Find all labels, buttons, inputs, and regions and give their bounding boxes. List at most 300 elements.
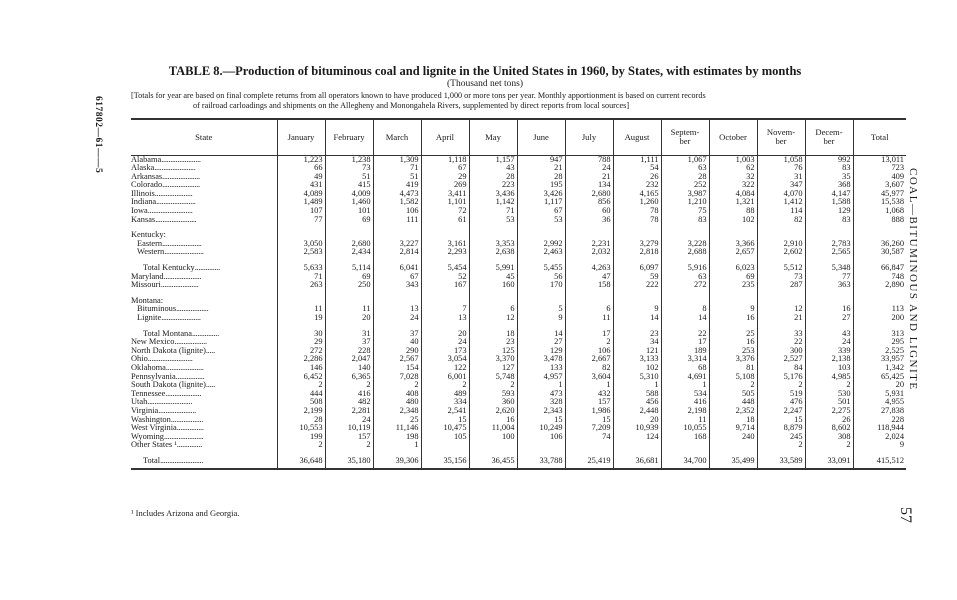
state-label	[131, 264, 277, 273]
value-cell: 250	[325, 281, 373, 290]
value-cell: 6	[565, 305, 613, 314]
value-cell: 4,070	[757, 190, 805, 199]
value-cell: 269	[421, 181, 469, 190]
value-cell: 63	[661, 164, 709, 173]
value-cell: 3,987	[661, 190, 709, 199]
leader-dots: .......................	[155, 215, 197, 224]
value-cell: 1	[661, 381, 709, 390]
value-cell: 1	[517, 381, 565, 390]
value-cell: 856	[565, 198, 613, 207]
value-cell: 29	[277, 338, 325, 347]
value-cell: 1	[613, 381, 661, 390]
value-cell: 2,657	[709, 248, 757, 257]
state-label	[131, 398, 277, 407]
value-cell: 15,538	[853, 198, 906, 207]
value-cell: 10,249	[517, 424, 565, 433]
spacer-cell	[565, 224, 613, 231]
value-cell: 1,412	[757, 198, 805, 207]
value-cell: 10,553	[277, 424, 325, 433]
value-cell: 83	[805, 164, 853, 173]
state-label	[131, 155, 277, 164]
value-cell: 2	[421, 381, 469, 390]
value-cell: 5,348	[805, 264, 853, 273]
value-cell: 32	[709, 173, 757, 182]
value-cell: 723	[853, 164, 906, 173]
table-row	[131, 457, 906, 469]
page-number: 57	[897, 507, 914, 523]
value-cell: 106	[517, 433, 565, 442]
value-cell: 2	[757, 441, 805, 450]
value-cell: 3,227	[373, 240, 421, 249]
table-row	[131, 355, 906, 364]
table-row	[131, 364, 906, 373]
spacer-cell	[373, 257, 421, 264]
value-cell: 4,084	[709, 190, 757, 199]
value-cell: 73	[757, 273, 805, 282]
leader-dots: ................	[175, 372, 205, 381]
spacer-cell	[517, 323, 565, 330]
value-cell: 339	[805, 347, 853, 356]
value-cell: 33	[757, 330, 805, 339]
value-cell: 2	[325, 441, 373, 450]
value-cell: 71	[469, 207, 517, 216]
spacer-cell	[131, 224, 277, 231]
value-cell	[565, 297, 613, 306]
value-cell: 252	[661, 181, 709, 190]
value-cell: 27	[805, 314, 853, 323]
state-label	[131, 248, 277, 257]
table-row	[131, 155, 906, 164]
leader-dots: .....................	[158, 406, 196, 415]
state-label-text: Indiana	[131, 198, 157, 207]
spacer-cell	[805, 257, 853, 264]
value-cell: 39,306	[373, 457, 421, 469]
value-cell: 102	[613, 364, 661, 373]
value-cell: 36,648	[277, 457, 325, 469]
value-cell: 2,818	[613, 248, 661, 257]
value-cell: 4,473	[373, 190, 421, 199]
value-cell: 33,788	[517, 457, 565, 469]
value-cell: 2,352	[709, 407, 757, 416]
spacer-cell	[421, 224, 469, 231]
value-cell: 444	[277, 390, 325, 399]
value-cell: 2,275	[805, 407, 853, 416]
value-cell: 25	[373, 416, 421, 425]
value-cell: 1,111	[613, 155, 661, 164]
leader-dots: ......................	[162, 239, 202, 248]
spacer-cell	[613, 257, 661, 264]
state-label	[131, 181, 277, 190]
value-cell: 21	[565, 173, 613, 182]
value-cell: 5,455	[517, 264, 565, 273]
value-cell: 52	[421, 273, 469, 282]
value-cell: 71	[277, 273, 325, 282]
spacer-cell	[709, 257, 757, 264]
value-cell: 30	[277, 330, 325, 339]
value-cell: 2,231	[565, 240, 613, 249]
value-cell: 473	[517, 390, 565, 399]
state-label-text: Kansas	[131, 215, 156, 224]
value-cell: 8	[661, 305, 709, 314]
state-label-text: Western	[137, 248, 165, 257]
value-cell: 20	[853, 381, 906, 390]
value-cell: 5,916	[661, 264, 709, 273]
table-note	[131, 91, 886, 110]
table-row	[131, 305, 906, 314]
value-cell	[469, 231, 517, 240]
value-cell: 228	[853, 416, 906, 425]
column-header: May	[469, 119, 517, 155]
state-label-text: Lignite	[137, 314, 162, 322]
value-cell: 200	[853, 314, 906, 323]
spacer-cell	[661, 323, 709, 330]
value-cell: 195	[517, 181, 565, 190]
spacer-cell	[565, 323, 613, 330]
value-cell: 1,067	[661, 155, 709, 164]
value-cell: 7	[421, 305, 469, 314]
value-cell: 1,058	[757, 155, 805, 164]
value-cell: 272	[277, 347, 325, 356]
table-row	[131, 190, 906, 199]
value-cell: 588	[613, 390, 661, 399]
value-cell: 347	[757, 181, 805, 190]
value-cell: 2	[805, 381, 853, 390]
value-cell: 106	[565, 347, 613, 356]
value-cell: 28	[661, 173, 709, 182]
value-cell: 2	[757, 381, 805, 390]
column-header: July	[565, 119, 613, 155]
value-cell: 25,419	[565, 457, 613, 469]
spacer-cell	[709, 224, 757, 231]
table-row	[131, 207, 906, 216]
value-cell: 20	[613, 416, 661, 425]
state-label-text: Iowa	[131, 207, 148, 216]
state-label	[131, 216, 277, 225]
value-cell: 21	[517, 164, 565, 173]
table-row	[131, 330, 906, 339]
value-cell: 129	[517, 347, 565, 356]
value-cell: 2,138	[805, 355, 853, 364]
value-cell: 18	[469, 330, 517, 339]
spacer-cell	[421, 257, 469, 264]
spacer-cell	[469, 450, 517, 457]
value-cell: 222	[613, 281, 661, 290]
table-row	[131, 264, 906, 273]
spacer-cell	[277, 450, 325, 457]
value-cell: 2	[565, 338, 613, 347]
value-cell: 33,091	[805, 457, 853, 469]
value-cell: 2,992	[517, 240, 565, 249]
value-cell: 19	[277, 314, 325, 323]
value-cell: 593	[469, 390, 517, 399]
state-label	[131, 433, 277, 442]
state-label	[131, 338, 277, 347]
value-cell: 24	[565, 164, 613, 173]
value-cell: 5,748	[469, 373, 517, 382]
value-cell: 4,009	[325, 190, 373, 199]
value-cell: 49	[277, 173, 325, 182]
value-cell: 4,985	[805, 373, 853, 382]
value-cell: 24	[421, 338, 469, 347]
row-spacer	[131, 257, 906, 264]
value-cell: 456	[613, 398, 661, 407]
value-cell	[805, 231, 853, 240]
value-cell: 1	[373, 441, 421, 450]
value-cell: 416	[661, 398, 709, 407]
value-cell: 2	[277, 381, 325, 390]
value-cell	[661, 441, 709, 450]
value-cell: 3,050	[277, 240, 325, 249]
value-cell: 1,118	[421, 155, 469, 164]
spacer-cell	[757, 323, 805, 330]
value-cell: 290	[373, 347, 421, 356]
value-cell: 72	[421, 207, 469, 216]
spacer-cell	[613, 290, 661, 297]
value-cell: 16	[709, 314, 757, 323]
value-cell: 74	[565, 433, 613, 442]
spacer-cell	[805, 224, 853, 231]
value-cell: 508	[277, 398, 325, 407]
value-cell: 328	[517, 398, 565, 407]
value-cell: 56	[517, 273, 565, 282]
column-header: Septem- ber	[661, 119, 709, 155]
value-cell: 113	[853, 305, 906, 314]
value-cell: 343	[373, 281, 421, 290]
value-cell: 6,023	[709, 264, 757, 273]
state-label	[131, 424, 277, 433]
leader-dots: .........................	[147, 398, 193, 407]
spacer-cell	[373, 450, 421, 457]
value-cell	[565, 441, 613, 450]
value-cell: 2	[277, 441, 325, 450]
value-cell: 34	[613, 338, 661, 347]
value-cell: 6,001	[421, 373, 469, 382]
value-cell: 2,281	[325, 407, 373, 416]
leader-dots: ......................	[164, 248, 204, 257]
value-cell: 36,455	[469, 457, 517, 469]
value-cell: 2,247	[757, 407, 805, 416]
spacer-cell	[131, 323, 277, 330]
value-cell: 788	[565, 155, 613, 164]
state-label	[131, 281, 277, 290]
value-cell: 5,931	[853, 390, 906, 399]
value-cell: 54	[613, 164, 661, 173]
state-label-text: Maryland	[131, 272, 164, 281]
value-cell: 5,108	[709, 373, 757, 382]
table-row	[131, 338, 906, 347]
value-cell: 77	[805, 273, 853, 282]
value-cell: 1,309	[373, 155, 421, 164]
spacer-cell	[469, 257, 517, 264]
value-cell: 16	[709, 338, 757, 347]
value-cell: 3,478	[517, 355, 565, 364]
value-cell: 34,700	[661, 457, 709, 469]
value-cell: 22	[757, 338, 805, 347]
spacer-cell	[661, 290, 709, 297]
value-cell: 2,024	[853, 433, 906, 442]
value-cell: 129	[805, 207, 853, 216]
value-cell: 65,425	[853, 373, 906, 382]
value-cell: 2,348	[373, 407, 421, 416]
value-cell: 27,838	[853, 407, 906, 416]
value-cell: 4,147	[805, 190, 853, 199]
value-cell: 83	[805, 216, 853, 225]
state-label	[131, 207, 277, 216]
spacer-cell	[853, 450, 906, 457]
value-cell: 2,565	[805, 248, 853, 257]
value-cell	[517, 297, 565, 306]
value-cell: 1,321	[709, 198, 757, 207]
value-cell: 75	[661, 207, 709, 216]
value-cell: 1,588	[805, 198, 853, 207]
value-cell: 12	[469, 314, 517, 323]
table-row	[131, 198, 906, 207]
value-cell: 51	[373, 173, 421, 182]
value-cell	[661, 231, 709, 240]
value-cell: 66,847	[853, 264, 906, 273]
value-cell: 157	[325, 433, 373, 442]
value-cell: 31	[757, 173, 805, 182]
state-label-text: Total	[143, 456, 161, 465]
spacer-cell	[613, 224, 661, 231]
value-cell: 482	[325, 398, 373, 407]
table-row	[131, 248, 906, 257]
value-cell: 2,198	[661, 407, 709, 416]
value-cell: 28	[277, 416, 325, 425]
value-cell	[661, 297, 709, 306]
spacer-cell	[757, 224, 805, 231]
value-cell: 2,541	[421, 407, 469, 416]
leader-dots: .........................	[147, 355, 193, 364]
row-spacer	[131, 323, 906, 330]
leader-dots: ......................	[156, 198, 196, 207]
state-label-text: Utah	[131, 398, 148, 407]
value-cell: 947	[517, 155, 565, 164]
value-cell: 37	[373, 330, 421, 339]
value-cell: 431	[277, 181, 325, 190]
value-cell: 9	[853, 441, 906, 450]
value-cell: 125	[469, 347, 517, 356]
value-cell: 501	[805, 398, 853, 407]
value-cell: 173	[421, 347, 469, 356]
value-cell: 10,939	[613, 424, 661, 433]
value-cell: 368	[805, 181, 853, 190]
spacer-cell	[661, 450, 709, 457]
spacer-cell	[325, 450, 373, 457]
value-cell: 24	[373, 314, 421, 323]
value-cell: 4,691	[661, 373, 709, 382]
leader-dots: ....................	[165, 389, 202, 398]
leader-dots: .....................	[162, 181, 200, 190]
value-cell: 313	[853, 330, 906, 339]
table-row	[131, 433, 906, 442]
state-label	[131, 364, 277, 373]
row-spacer	[131, 224, 906, 231]
value-cell: 14	[517, 330, 565, 339]
value-cell: 37	[325, 338, 373, 347]
value-cell: 198	[373, 433, 421, 442]
leader-dots: .......................	[154, 164, 196, 173]
value-cell: 240	[709, 433, 757, 442]
value-cell: 71	[373, 164, 421, 173]
value-cell: 9	[613, 305, 661, 314]
value-cell: 419	[373, 181, 421, 190]
value-cell	[709, 231, 757, 240]
value-cell: 13,011	[853, 155, 906, 164]
value-cell: 27	[517, 338, 565, 347]
value-cell: 45	[469, 273, 517, 282]
state-label-text: Colorado	[131, 181, 163, 190]
value-cell: 9	[709, 305, 757, 314]
value-cell: 416	[325, 390, 373, 399]
value-cell: 300	[757, 347, 805, 356]
value-cell: 5,512	[757, 264, 805, 273]
value-cell: 2,047	[325, 355, 373, 364]
table-subtitle: (Thousand net tons)	[447, 79, 523, 89]
state-label-text: Montana:	[131, 296, 164, 305]
spacer-cell	[421, 323, 469, 330]
value-cell: 26	[613, 173, 661, 182]
table-body	[131, 155, 906, 469]
value-cell: 14	[613, 314, 661, 323]
spacer-cell	[757, 257, 805, 264]
value-cell: 5,454	[421, 264, 469, 273]
value-cell: 2	[325, 381, 373, 390]
value-cell: 223	[469, 181, 517, 190]
value-cell: 6,097	[613, 264, 661, 273]
value-cell: 3,376	[709, 355, 757, 364]
value-cell: 1,101	[421, 198, 469, 207]
value-cell: 23	[469, 338, 517, 347]
state-label-text: Pennsylvania	[131, 372, 176, 381]
value-cell: 2,602	[757, 248, 805, 257]
state-label	[131, 198, 277, 207]
spacer-cell	[709, 323, 757, 330]
value-cell: 11,146	[373, 424, 421, 433]
table-header-row	[131, 119, 906, 155]
leader-dots: ..................	[174, 338, 207, 347]
state-label-text: North Dakota (lignite)	[131, 346, 206, 355]
value-cell: 199	[277, 433, 325, 442]
value-cell	[805, 297, 853, 306]
spacer-cell	[565, 290, 613, 297]
value-cell: 2	[805, 441, 853, 450]
value-cell: 2,680	[565, 190, 613, 199]
value-cell: 415,512	[853, 457, 906, 469]
row-spacer	[131, 450, 906, 457]
value-cell: 78	[613, 216, 661, 225]
value-cell: 3,279	[613, 240, 661, 249]
value-cell: 35,180	[325, 457, 373, 469]
value-cell: 888	[853, 216, 906, 225]
value-cell: 1,142	[469, 198, 517, 207]
value-cell: 235	[709, 281, 757, 290]
value-cell: 5,991	[469, 264, 517, 273]
column-header: March	[373, 119, 421, 155]
spacer-cell	[373, 290, 421, 297]
value-cell: 81	[709, 364, 757, 373]
value-cell: 3,353	[469, 240, 517, 249]
value-cell	[469, 297, 517, 306]
leader-dots: ..................	[170, 415, 204, 424]
spacer-cell	[517, 224, 565, 231]
state-label	[131, 231, 277, 240]
value-cell: 122	[421, 364, 469, 373]
spacer-cell	[421, 290, 469, 297]
value-cell: 160	[469, 281, 517, 290]
value-cell: 18	[709, 416, 757, 425]
value-cell: 3,054	[421, 355, 469, 364]
